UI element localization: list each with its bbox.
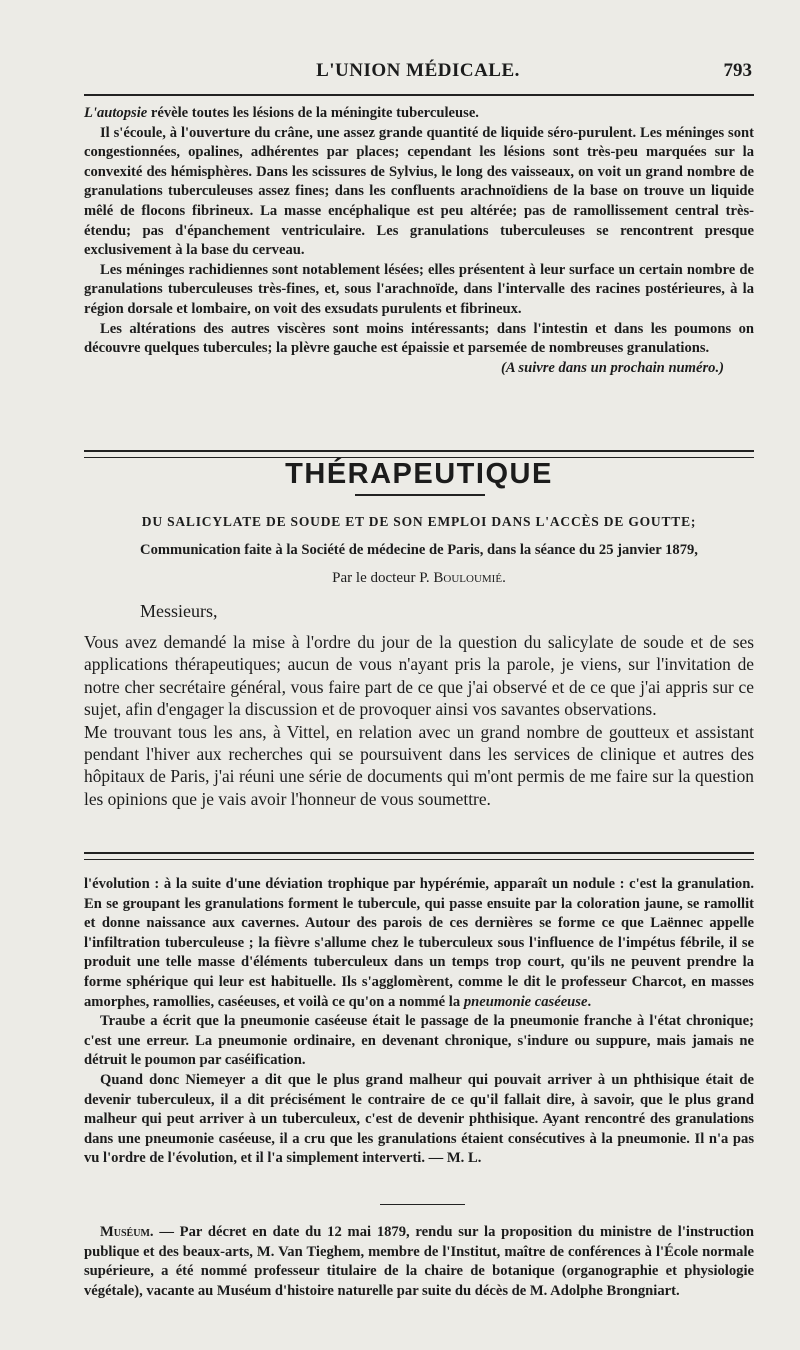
lower-paragraph-2: Traube a écrit que la pneumonie caséeuse était le passage de la pneumonie franche à l'état chronique; c'est une erreur. La pneumonie ordinaire, en devenant chronique, s'indure ou suppure, mais jamais ne détruit le poumon par caséification. bbox=[84, 1013, 754, 1069]
lower-paragraph-1: l'évolution : à la suite d'une déviation trophique par hypérémie, apparaît un nodule : c'est la granulation. En se groupant les granulations forment le tubercule, qui passe ensuite par la coloration jaune, se ramollit et donne naissance aux cavernes. Autour des parois de ces dernières se forme ce que Laënnec appelle l'infiltration tuberculeuse ; la fièvre s'allume chez le tuberculeux sous l'influence de l'impétus fébrile, il se produit une telle masse d'éléments tuberculeux dans un temps trop court, qu'ils ne peuvent prendre la forme sphérique qui leur est habituelle. Ils s'agglomèrent, comme le dit le professeur Charcot, en masses amorphes, ramollies, caséeuses, et voilà ce qu'on a nommé la pneumonie caséeuse. bbox=[84, 876, 754, 1010]
pneumonie-caseuse-italic: pneumonie caséeuse bbox=[463, 993, 588, 1010]
page-number: 793 bbox=[723, 60, 752, 81]
body-paragraph-2: Me trouvant tous les ans, à Vittel, en relation avec un grand nombre de goutteux et assistant pendant l'hiver aux recherches qui se poursuivent dans les services de clinique et autres des hôpitaux de Paris, j'ai réuni une série de documents qui m'ont permis de me faire sur la question les opinions que je vais avoir l'honneur de vous soumettre. bbox=[84, 721, 754, 809]
author-line: Par le docteur P. Bouloumié. bbox=[332, 570, 506, 586]
salutation: Messieurs, bbox=[140, 601, 218, 621]
section-title: THÉRAPEUTIQUE bbox=[285, 458, 553, 490]
author-name: Bouloumié. bbox=[433, 570, 506, 586]
header-rule bbox=[84, 94, 754, 96]
news-item bbox=[84, 1223, 754, 1301]
upper-paragraph-3: Les méninges rachidiennes sont notablement lésées; elles présentent à leur surface un certain nombre de granulations tuberculeuses très-fines, et, sous l'arachnoïde, dans l'intervalle des racines postérieures, à la région dorsale et lombaire, on voit des exsudats purulents et fibrineux. bbox=[84, 261, 754, 317]
news-label: Muséum. bbox=[100, 1224, 154, 1240]
section-divider-bottom bbox=[84, 852, 754, 860]
page-header bbox=[84, 60, 752, 90]
running-title: L'UNION MÉDICALE. bbox=[316, 60, 520, 81]
lower-article bbox=[84, 875, 754, 1169]
article-subtitle: DU SALICYLATE DE SOUDE ET DE SON EMPLOI DANS L'ACCÈS DE GOUTTE; bbox=[141, 514, 697, 529]
title-underline bbox=[355, 494, 485, 496]
to-be-continued: (A suivre dans un prochain numéro.) bbox=[500, 359, 724, 376]
section-divider-top bbox=[84, 450, 754, 458]
autopsie-italic: L'autopsie bbox=[84, 105, 148, 121]
upper-article bbox=[84, 104, 754, 378]
upper-paragraph-2: Il s'écoule, à l'ouverture du crâne, une assez grande quantité de liquide séro-purulent. Les méninges sont congestionnées, opalines, adhérentes par places; cependant les lésions sont très-peu marquées sur la convexité des hémisphères. Dans les scissures de Sylvius, le long des vaisseaux, on voit un grand nombre de granulations tuberculeuses assez fines; dans les confluents arachnoïdiens de la base on trouve un liquide mêlé de flocons fibrineux. La masse encéphalique est peu altérée; pas de ramollissement central très-étendu; pas d'épanchement ventriculaire. Les granulations tuberculeuses se rencontrent presque exclusivement à la base du cerveau. bbox=[84, 124, 754, 259]
news-separator bbox=[380, 1204, 465, 1205]
upper-paragraph-1: L'autopsie révèle toutes les lésions de la méningite tuberculeuse. bbox=[84, 105, 479, 121]
therapeutique-body bbox=[84, 631, 754, 810]
news-paragraph: Muséum. — Par décret en date du 12 mai 1879, rendu sur la proposition du ministre de l'instruction publique et des beaux-arts, M. Van Tieghem, membre de l'Institut, maître de conférences à l'École normale supérieure, a été nommé professeur titulaire de la chaire de botanique (organographie et physiologie végétale), vacante au Muséum d'histoire naturelle par suite du décès de M. Adolphe Brongniart. bbox=[84, 1224, 754, 1299]
body-paragraph-1: Vous avez demandé la mise à l'ordre du jour de la question du salicylate de soude et de ses applications thérapeutiques; aucun de vous n'ayant pris la parole, je viens, sur l'invitation de notre cher secrétaire général, vous faire part de ce que j'ai observé et de ce que j'ai appris sur ce sujet, afin d'engager la discussion et de provoquer ainsi vos savantes observations. bbox=[84, 632, 754, 720]
lower-paragraph-3: Quand donc Niemeyer a dit que le plus grand malheur qui pouvait arriver à un phthisique était de devenir tuberculeux, il a dit précisément le contraire de ce qu'il fallait dire, à savoir, que le plus grand malheur qui peut arriver à un tuberculeux, c'est de devenir phthisique. Ayant rencontré des granulations dans une pneumonie caséeuse, il a cru que les granulations étaient consécutives à la pneumonie. Il n'a pas vu l'ordre de l'évolution, et il l'a simplement interverti. — M. L. bbox=[84, 1071, 754, 1167]
communication-line: Communication faite à la Société de médecine de Paris, dans la séance du 25 janvier 1879, bbox=[140, 542, 698, 558]
upper-paragraph-4: Les altérations des autres viscères sont moins intéressants; dans l'intestin et dans les poumons on découvre quelques tubercules; la plèvre gauche est épaissie et parsemée de nombreuses granulations. bbox=[84, 320, 754, 357]
